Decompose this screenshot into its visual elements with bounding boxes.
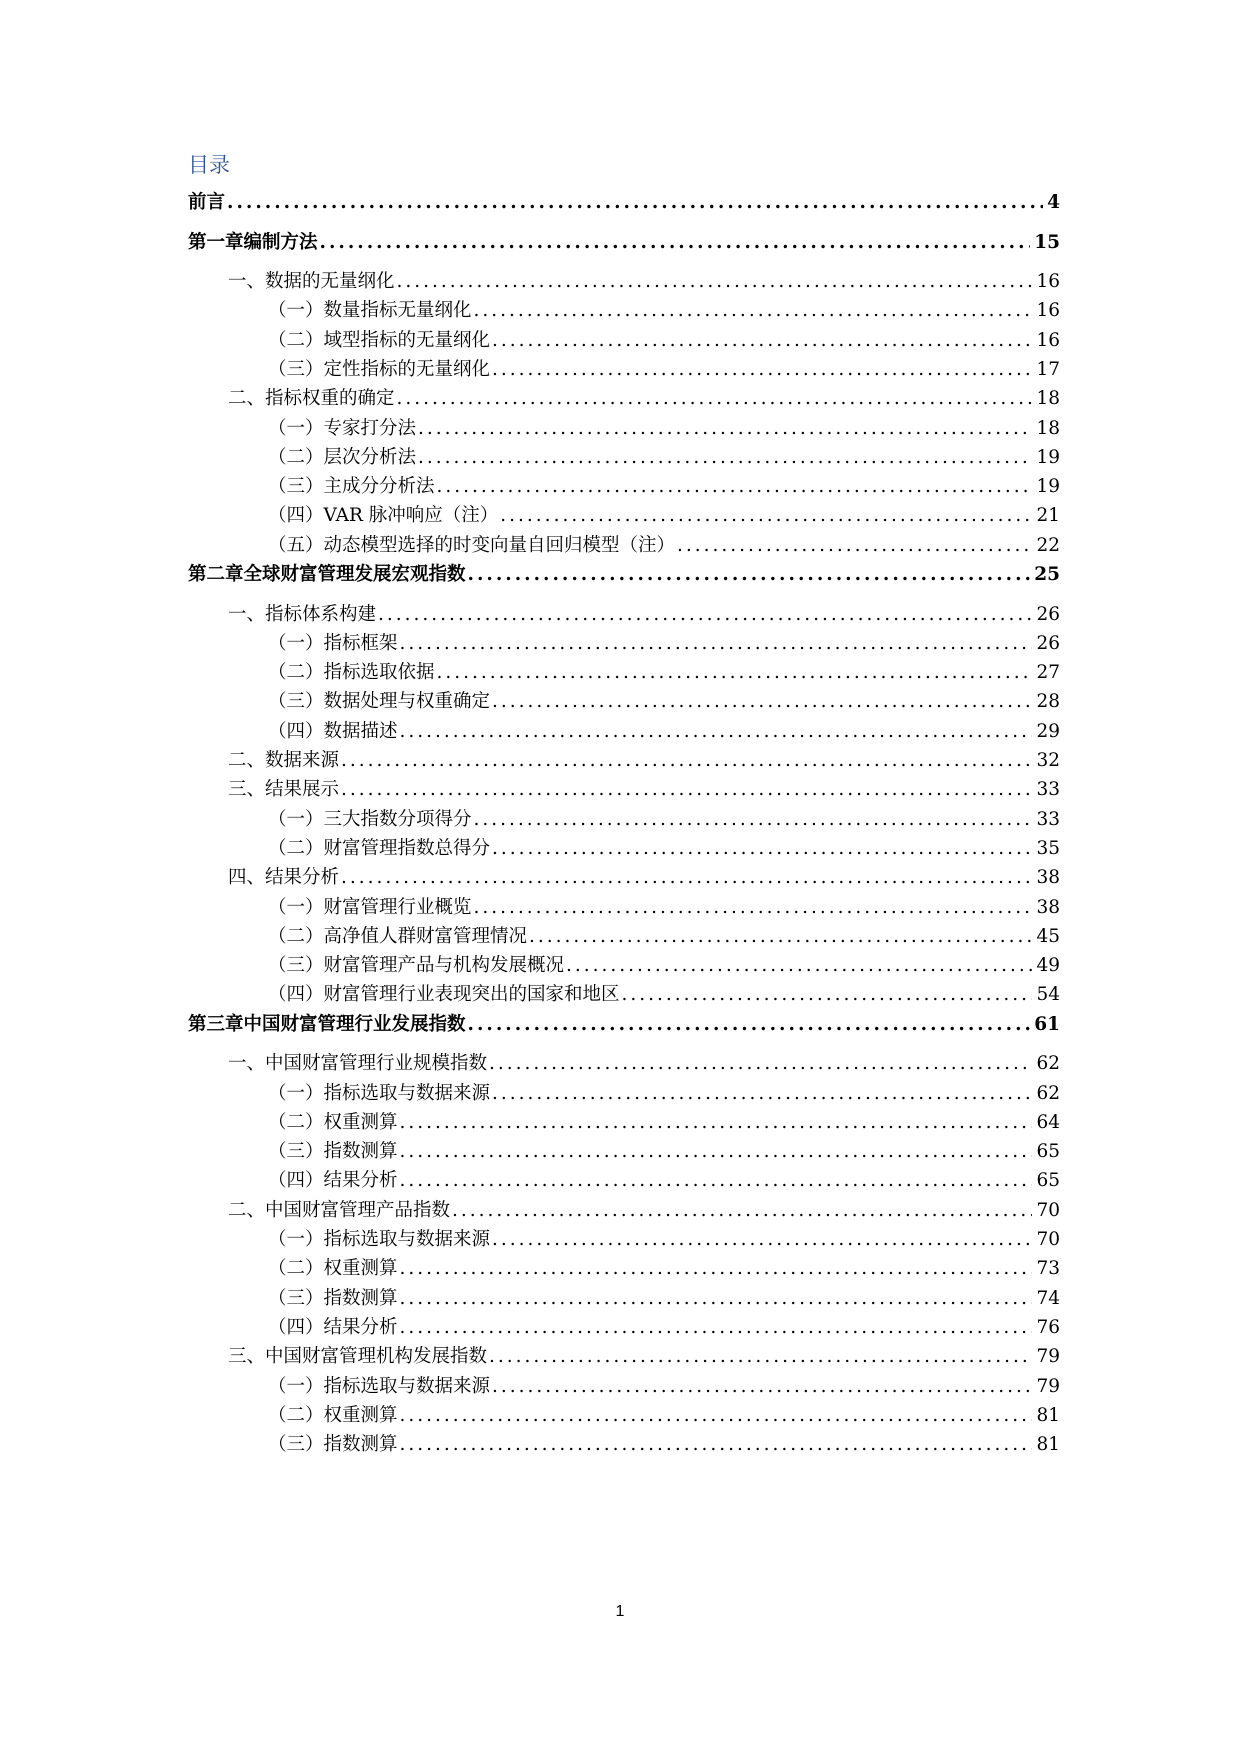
toc-entry-page: 38: [1036, 867, 1060, 889]
toc-entry-title: （一）专家打分法: [268, 417, 417, 439]
toc-entry-page: 29: [1036, 720, 1060, 742]
toc-entry-title: （一）数量指标无量纲化: [268, 300, 472, 322]
toc-leader-dots: [622, 980, 1033, 1010]
toc-entry-title: （四）结果分析: [268, 1170, 398, 1192]
toc-entry-title: （一）指标选取与数据来源: [268, 1082, 491, 1104]
toc-leader-dots: [320, 228, 1031, 258]
toc-leader-dots: [474, 893, 1033, 923]
toc-entry-page: 64: [1036, 1111, 1060, 1133]
toc-leader-dots: [400, 1137, 1033, 1167]
toc-leader-dots: [468, 560, 1031, 590]
toc-entry[interactable]: [188, 228, 1060, 258]
toc-leader-dots: [400, 629, 1033, 659]
toc-entry[interactable]: [268, 717, 1060, 747]
toc-entry-page: 16: [1036, 300, 1060, 322]
toc-leader-dots: [400, 1313, 1033, 1343]
toc-leader-dots: [492, 1225, 1032, 1255]
toc-leader-dots: [452, 1196, 1032, 1226]
toc-leader-dots: [418, 414, 1032, 444]
toc-leader-dots: [397, 384, 1033, 414]
toc-entry[interactable]: [268, 658, 1060, 688]
toc-entry-title: （二）高净值人群财富管理情况: [268, 925, 528, 947]
toc-entry-title: （三）指数测算: [268, 1434, 398, 1456]
toc-entry-page: 18: [1036, 417, 1060, 439]
toc-entry-page: 65: [1036, 1141, 1060, 1163]
toc-entry[interactable]: [228, 863, 1060, 893]
toc-entry-title: 一、数据的无量纲化: [228, 271, 395, 292]
toc-entry[interactable]: [268, 414, 1060, 444]
toc-entry[interactable]: [268, 531, 1060, 561]
toc-entry[interactable]: [268, 1401, 1060, 1431]
toc-entry-page: 81: [1036, 1404, 1060, 1426]
toc-entry-title: （五）动态模型选择的时变向量自回归模型（注）: [268, 534, 676, 556]
toc-entry-page: 17: [1036, 358, 1060, 380]
toc-entry[interactable]: [268, 1108, 1060, 1138]
page-number: 1: [615, 1603, 625, 1620]
toc-entry-page: 65: [1036, 1170, 1060, 1192]
toc-entry[interactable]: [228, 267, 1060, 297]
toc-entry[interactable]: [268, 326, 1060, 356]
toc-entry[interactable]: [268, 922, 1060, 952]
toc-leader-dots: [677, 531, 1032, 561]
toc-entry-page: 21: [1036, 505, 1060, 527]
toc-entry-title: 第三章中国财富管理行业发展指数: [188, 1013, 466, 1035]
toc-entry-title: （三）数据处理与权重确定: [268, 691, 491, 713]
toc-entry[interactable]: [268, 472, 1060, 502]
toc-leader-dots: [400, 1108, 1033, 1138]
toc-entry[interactable]: [268, 443, 1060, 473]
toc-entry-page: 19: [1036, 446, 1060, 468]
toc-leader-dots: [468, 1010, 1031, 1040]
toc-entry-page: 26: [1036, 603, 1060, 625]
toc-entry-page: 26: [1036, 632, 1060, 654]
toc-entry-title: （一）财富管理行业概览: [268, 896, 472, 918]
toc-entry-page: 62: [1036, 1082, 1060, 1104]
toc-entry-title: （二）层次分析法: [268, 446, 417, 468]
toc-entry[interactable]: [268, 1225, 1060, 1255]
toc-entry-page: 18: [1036, 388, 1060, 410]
toc-entry[interactable]: [228, 600, 1060, 630]
toc-leader-dots: [489, 1342, 1032, 1372]
toc-leader-dots: [227, 188, 1043, 218]
toc-leader-dots: [529, 922, 1032, 952]
toc-entry-title: 二、数据来源: [228, 750, 340, 771]
toc-leader-dots: [492, 326, 1032, 356]
toc-entry[interactable]: [228, 1049, 1060, 1079]
toc-entry-page: 38: [1036, 896, 1060, 918]
toc-leader-dots: [492, 834, 1032, 864]
toc-entry-page: 79: [1036, 1375, 1060, 1397]
toc-entry-page: 45: [1036, 925, 1060, 947]
toc-entry-title: 二、中国财富管理产品指数: [228, 1199, 451, 1221]
toc-heading: 目录: [188, 153, 230, 177]
toc-leader-dots: [492, 355, 1032, 385]
toc-entry-page: 76: [1036, 1316, 1060, 1338]
toc-entry-title: 一、指标体系构建: [228, 603, 377, 625]
toc-entry[interactable]: [268, 1313, 1060, 1343]
toc-entry-title: 四、结果分析: [228, 867, 340, 889]
toc-entry-title: （一）指标框架: [268, 632, 398, 654]
toc-entry-title: （三）指数测算: [268, 1287, 398, 1309]
toc-entry-page: 33: [1036, 808, 1060, 830]
toc-entry-page: 62: [1036, 1053, 1060, 1075]
toc-entry-page: 73: [1036, 1258, 1060, 1280]
toc-entry-page: 70: [1036, 1229, 1060, 1250]
toc-leader-dots: [378, 600, 1032, 630]
toc-entry-page: 22: [1036, 534, 1060, 556]
toc-entry[interactable]: [268, 1254, 1060, 1284]
toc-entry[interactable]: [268, 1284, 1060, 1314]
toc-entry-title: （二）指标选取依据: [268, 662, 435, 684]
toc-leader-dots: [474, 805, 1033, 835]
toc-entry-page: 15: [1034, 231, 1060, 253]
toc-entry[interactable]: [188, 560, 1060, 590]
toc-entry[interactable]: [268, 1079, 1060, 1109]
toc-entry-title: （一）指标选取与数据来源: [268, 1229, 491, 1250]
toc-entry-page: 61: [1034, 1013, 1060, 1035]
toc-entry[interactable]: [268, 355, 1060, 385]
toc-entry-title: （二）权重测算: [268, 1404, 398, 1426]
toc-entry-page: 25: [1034, 564, 1060, 585]
toc-entry-title: （四）VAR 脉冲响应（注）: [268, 505, 499, 527]
toc-entry-page: 79: [1036, 1346, 1060, 1368]
toc-leader-dots: [400, 1430, 1033, 1460]
toc-entry[interactable]: [268, 1166, 1060, 1196]
toc-entry-title: （四）结果分析: [268, 1316, 398, 1338]
toc-leader-dots: [566, 951, 1032, 981]
toc-entry-page: 4: [1047, 192, 1060, 213]
toc-entry-title: （一）三大指数分项得分: [268, 808, 472, 830]
toc-leader-dots: [489, 1049, 1032, 1079]
toc-entry[interactable]: [228, 384, 1060, 414]
toc-entry-title: （四）数据描述: [268, 720, 398, 742]
toc-entry-page: 16: [1036, 271, 1060, 292]
toc-leader-dots: [418, 443, 1032, 473]
toc-leader-dots: [400, 1401, 1033, 1431]
toc-entry-title: 第二章全球财富管理发展宏观指数: [188, 564, 466, 585]
toc-entry[interactable]: [268, 805, 1060, 835]
toc-entry-page: 19: [1036, 476, 1060, 498]
toc-entry-page: 49: [1036, 955, 1060, 977]
toc-leader-dots: [492, 687, 1032, 717]
toc-entry-title: （三）财富管理产品与机构发展概况: [268, 955, 565, 977]
toc-entry-page: 28: [1036, 691, 1060, 713]
toc-entry-page: 32: [1036, 750, 1060, 771]
toc-leader-dots: [341, 746, 1032, 776]
toc-entry-title: 三、结果展示: [228, 779, 340, 801]
toc-entry-title: （三）指数测算: [268, 1141, 398, 1163]
toc-entry[interactable]: [228, 746, 1060, 776]
toc-entry[interactable]: [268, 951, 1060, 981]
toc-leader-dots: [400, 717, 1033, 747]
toc-entry-page: 74: [1036, 1287, 1060, 1309]
toc-entry[interactable]: [268, 629, 1060, 659]
toc-entry[interactable]: [268, 501, 1060, 531]
toc-leader-dots: [400, 1254, 1033, 1284]
toc-entry-page: 27: [1036, 662, 1060, 684]
toc-leader-dots: [492, 1372, 1032, 1402]
toc-entry-title: （三）定性指标的无量纲化: [268, 358, 491, 380]
toc-entry-title: 前言: [188, 192, 226, 213]
toc-entry-page: 33: [1036, 779, 1060, 801]
toc-entry-title: 第一章编制方法: [188, 231, 318, 253]
toc-leader-dots: [397, 267, 1033, 297]
toc-entry[interactable]: [268, 1430, 1060, 1460]
toc-entry-title: 二、指标权重的确定: [228, 388, 395, 410]
toc-entry-title: （三）主成分分析法: [268, 476, 435, 498]
toc-leader-dots: [341, 863, 1032, 893]
toc-entry-title: （二）域型指标的无量纲化: [268, 329, 491, 351]
toc-entry[interactable]: [268, 296, 1060, 326]
toc-entry[interactable]: [268, 687, 1060, 717]
toc-entry[interactable]: [188, 1010, 1060, 1040]
toc-entry-title: （一）指标选取与数据来源: [268, 1375, 491, 1397]
toc-entry[interactable]: [268, 1372, 1060, 1402]
toc-entry-title: （二）权重测算: [268, 1111, 398, 1133]
toc-leader-dots: [437, 472, 1033, 502]
toc-entry-title: 一、中国财富管理行业规模指数: [228, 1053, 488, 1075]
toc-leader-dots: [492, 1079, 1032, 1109]
toc-entry-page: 16: [1036, 329, 1060, 351]
toc-leader-dots: [474, 296, 1033, 326]
toc-entry[interactable]: [268, 893, 1060, 923]
toc-entry-page: 35: [1036, 837, 1060, 859]
toc-entry-page: 54: [1036, 984, 1060, 1006]
toc-entry[interactable]: [228, 1196, 1060, 1226]
toc-entry-title: （二）财富管理指数总得分: [268, 837, 491, 859]
toc-entry[interactable]: [188, 188, 1060, 218]
toc-entry[interactable]: [228, 1342, 1060, 1372]
toc-leader-dots: [500, 501, 1032, 531]
toc-entry-page: 81: [1036, 1434, 1060, 1456]
toc-leader-dots: [400, 1166, 1033, 1196]
toc-entry[interactable]: [228, 775, 1060, 805]
toc-entry[interactable]: [268, 980, 1060, 1010]
toc-entry[interactable]: [268, 1137, 1060, 1167]
toc-leader-dots: [341, 775, 1032, 805]
toc-leader-dots: [437, 658, 1033, 688]
toc-entry-title: （二）权重测算: [268, 1258, 398, 1280]
toc-entry-title: 三、中国财富管理机构发展指数: [228, 1346, 488, 1368]
toc-entry[interactable]: [268, 834, 1060, 864]
toc-entry-title: （四）财富管理行业表现突出的国家和地区: [268, 984, 620, 1006]
toc-entry-page: 70: [1036, 1199, 1060, 1221]
toc-leader-dots: [400, 1284, 1033, 1314]
